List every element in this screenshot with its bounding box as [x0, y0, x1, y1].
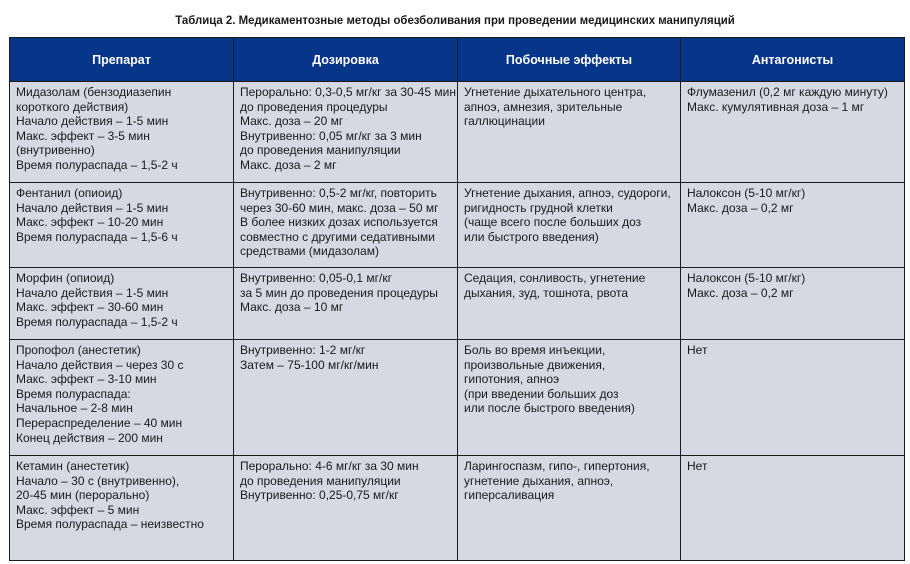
cell-line: или после быстрого введения)	[464, 401, 635, 416]
sedation-methods-table	[9, 37, 905, 561]
table-row	[10, 340, 905, 456]
antagonist-cell	[681, 82, 905, 183]
cell-line: Макс. эффект – 10-20 мин	[16, 215, 164, 230]
cell-line: Мидазолам (бензодиазепин	[16, 85, 172, 99]
cell-line: средствами (мидазолам)	[240, 244, 379, 259]
table-row	[10, 456, 905, 561]
side-effects-cell	[458, 183, 681, 268]
cell-line: Макс. эффект – 3-10 мин	[16, 372, 157, 387]
cell-line: Ларингоспазм, гипо-, гипертония,	[464, 459, 650, 473]
cell-line: Время полураспада – неизвестно	[16, 517, 204, 532]
cell-line: Седация, сонливость, угнетение	[464, 271, 646, 285]
cell-line: через 30-60 мин, макс. доза – 50 мг	[240, 200, 439, 215]
dosage-cell	[234, 268, 458, 340]
dosage-cell	[234, 456, 458, 561]
cell-line: Внутривенно: 1-2 мг/кг	[240, 343, 366, 357]
cell-line: галлюцинации	[464, 114, 545, 129]
cell-line: Налоксон (5-10 мг/кг)	[687, 186, 806, 200]
drug-cell	[10, 456, 234, 561]
cell-line: произвольные движения,	[464, 357, 606, 372]
cell-line: Перорально: 0,3-0,5 мг/кг за 30-45 мин	[240, 85, 456, 99]
table-row	[10, 82, 905, 183]
cell-line: Угнетение дыхания, апноэ, судороги,	[464, 186, 671, 200]
header-side-effects: Побочные эффекты	[458, 38, 681, 82]
cell-line: до проведения манипуляции	[240, 143, 401, 158]
header-dosage: Дозировка	[234, 38, 458, 82]
drug-cell	[10, 268, 234, 340]
cell-line: Нет	[687, 459, 708, 473]
cell-line: Затем – 75-100 мг/кг/мин	[240, 357, 379, 372]
drug-cell	[10, 183, 234, 268]
cell-line: апноэ, амнезия, зрительные	[464, 99, 623, 114]
cell-line: ригидность грудной клетки	[464, 200, 613, 215]
cell-line: Начало действия – 1-5 мин	[16, 285, 169, 300]
cell-line: совместно с другими седативными	[240, 229, 435, 244]
dosage-cell	[234, 340, 458, 456]
side-effects-cell	[458, 456, 681, 561]
cell-line: Флумазенил (0,2 мг каждую минуту)	[687, 85, 888, 99]
cell-line: Время полураспада – 1,5-2 ч	[16, 157, 178, 172]
cell-line: (чаще всего после больших доз	[464, 215, 642, 230]
header-antagonists: Антагонисты	[681, 38, 905, 82]
dosage-cell	[234, 183, 458, 268]
antagonist-cell	[681, 340, 905, 456]
cell-line: Конец действия – 200 мин	[16, 430, 163, 445]
cell-line: Внутривенно: 0,5-2 мг/кг, повторить	[240, 186, 437, 200]
cell-line: за 5 мин до проведения процедуры	[240, 285, 438, 300]
cell-line: Внутривенно: 0,05-0,1 мг/кг	[240, 271, 392, 285]
cell-line: угнетение дыхания, апноэ,	[464, 473, 614, 488]
table-title: Таблица 2. Медикаментозные методы обезболивания при проведении медицинских манипуляций	[175, 13, 735, 27]
cell-line: короткого действия)	[16, 99, 129, 114]
cell-line: (внутривенно)	[16, 143, 95, 158]
cell-line: Начальное – 2-8 мин	[16, 401, 133, 416]
cell-line: Морфин (опиоид)	[16, 271, 115, 285]
cell-line: (при введении больших доз	[464, 386, 619, 401]
table-row	[10, 183, 905, 268]
cell-line: Время полураспада – 1,5-2 ч	[16, 314, 178, 329]
header-drug: Препарат	[10, 38, 234, 82]
side-effects-cell	[458, 268, 681, 340]
cell-line: Макс. эффект – 30-60 мин	[16, 300, 164, 315]
cell-line: гипотония, апноэ	[464, 372, 560, 387]
cell-line: Начало действия – 1-5 мин	[16, 200, 169, 215]
side-effects-cell	[458, 340, 681, 456]
cell-line: Начало действия – 1-5 мин	[16, 114, 169, 129]
cell-line: Пропофол (анестетик)	[16, 343, 141, 357]
cell-line: Время полураспада:	[16, 386, 131, 401]
antagonist-cell	[681, 456, 905, 561]
cell-line: Макс. доза – 0,2 мг	[687, 200, 794, 215]
cell-line: Макс. доза – 0,2 мг	[687, 285, 794, 300]
cell-line: Фентанил (опиоид)	[16, 186, 123, 200]
cell-line: Время полураспада – 1,5-6 ч	[16, 229, 178, 244]
cell-line: Макс. доза – 2 мг	[240, 157, 337, 172]
drug-cell	[10, 82, 234, 183]
cell-line: Макс. доза – 10 мг	[240, 300, 344, 315]
cell-line: до проведения процедуры	[240, 99, 388, 114]
cell-line: до проведения манипуляции	[240, 473, 401, 488]
cell-line: гиперсаливация	[464, 488, 555, 503]
cell-line: Угнетение дыхательного центра,	[464, 85, 647, 99]
cell-line: Кетамин (анестетик)	[16, 459, 130, 473]
side-effects-cell	[458, 82, 681, 183]
cell-line: Макс. доза – 20 мг	[240, 114, 344, 129]
header-row	[10, 38, 905, 82]
table-row	[10, 268, 905, 340]
antagonist-cell	[681, 268, 905, 340]
cell-line: В более низких дозах используется	[240, 215, 438, 230]
cell-line: Перераспределение – 40 мин	[16, 415, 183, 430]
cell-line: Боль во время инъекции,	[464, 343, 606, 357]
cell-line: Перорально: 4-6 мг/кг за 30 мин	[240, 459, 419, 473]
cell-line: или быстрого введения)	[464, 229, 599, 244]
dosage-cell	[234, 82, 458, 183]
cell-line: Нет	[687, 343, 708, 357]
cell-line: Налоксон (5-10 мг/кг)	[687, 271, 806, 285]
cell-line: Макс. эффект – 5 мин	[16, 502, 140, 517]
cell-line: Макс. эффект – 3-5 мин	[16, 128, 150, 143]
cell-line: Макс. кумулятивная доза – 1 мг	[687, 99, 865, 114]
cell-line: Внутривенно: 0,25-0,75 мг/кг	[240, 488, 399, 503]
antagonist-cell	[681, 183, 905, 268]
cell-line: Начало действия – через 30 с	[16, 357, 184, 372]
cell-line: Начало – 30 с (внутривенно),	[16, 473, 180, 488]
cell-line: Внутривенно: 0,05 мг/кг за 3 мин	[240, 128, 422, 143]
cell-line: дыхания, зуд, тошнота, рвота	[464, 285, 629, 300]
drug-cell	[10, 340, 234, 456]
cell-line: 20-45 мин (перорально)	[16, 488, 150, 503]
